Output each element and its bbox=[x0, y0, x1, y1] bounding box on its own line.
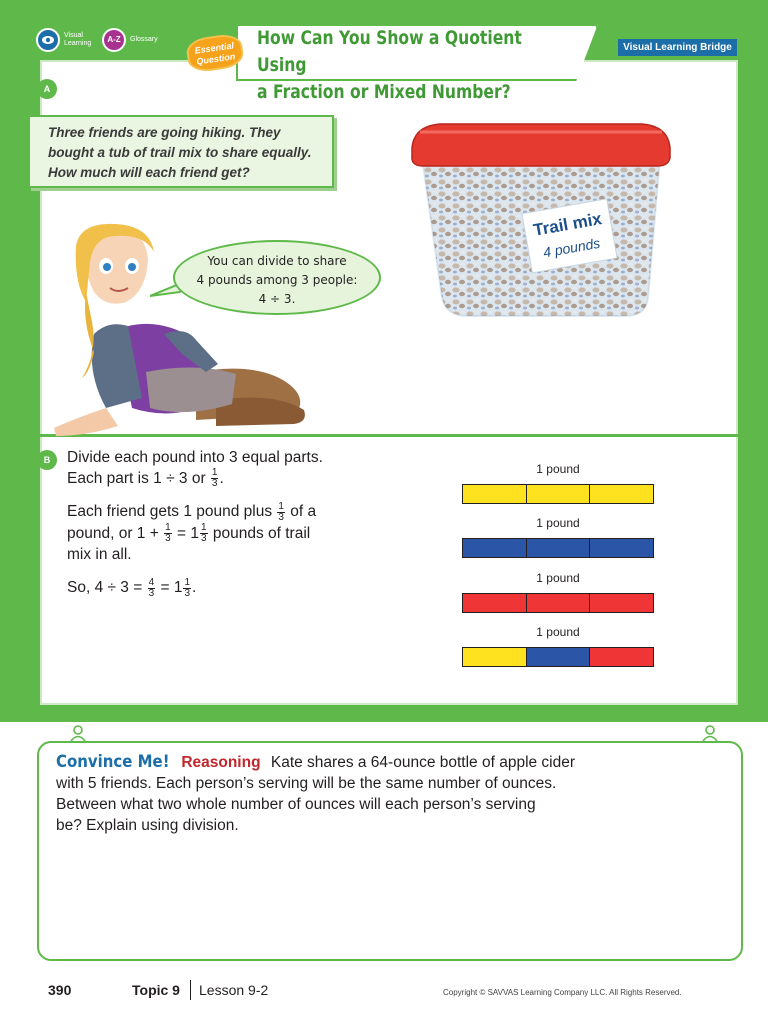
fraction-one-third: $\frac{1}{3}$ bbox=[165, 522, 171, 545]
fraction-bar bbox=[462, 538, 654, 558]
bar-part bbox=[527, 594, 591, 612]
convince-text-4: be? Explain using division. bbox=[56, 817, 239, 834]
lesson-label: Lesson 9-2 bbox=[199, 982, 269, 998]
bubble-line-2: 4 pounds among 3 people: bbox=[196, 273, 358, 287]
glossary-label: Glossary bbox=[130, 36, 158, 43]
bar-part bbox=[590, 648, 653, 666]
eye-icon bbox=[36, 28, 60, 52]
trail-mix-tub-image bbox=[410, 118, 672, 323]
bar-part bbox=[463, 539, 527, 557]
visual-learning-link[interactable] bbox=[36, 28, 94, 52]
section-a-tag: A bbox=[37, 79, 57, 99]
convince-me-title: Convince Me! bbox=[56, 752, 170, 772]
fraction-bar bbox=[462, 484, 654, 504]
fraction-four-thirds: $\frac{4}{3}$ bbox=[148, 576, 155, 599]
bar-part bbox=[463, 594, 527, 612]
p1-line-1: Divide each pound into 3 equal parts. bbox=[67, 449, 323, 466]
pound-bar-4 bbox=[462, 625, 654, 667]
girl-character-image bbox=[46, 222, 314, 440]
paragraph-1: Divide each pound into 3 equal parts. Each part is 1 ÷ 3 or $\frac{1}{3}$ . bbox=[67, 449, 323, 490]
problem-statement: Three friends are going hiking. They bought a tub of trail mix to share equally. How much will each friend get? bbox=[28, 115, 334, 188]
p2-text-d: = 1 bbox=[176, 524, 199, 542]
p2-text-b: of a bbox=[290, 503, 317, 521]
copyright-notice: Copyright © SAVVAS Learning Company LLC. All Rights Reserved. bbox=[443, 988, 682, 997]
bubble-line-1: You can divide to share bbox=[207, 254, 347, 268]
convince-text-2: with 5 friends. Each person’s serving will be the same number of ounces. bbox=[56, 775, 557, 792]
essential-question-title bbox=[257, 25, 528, 106]
glossary-icon: A-Z bbox=[102, 28, 126, 52]
bar-part bbox=[527, 485, 591, 503]
question-line-2: a Fraction or Mixed Number? bbox=[257, 81, 511, 103]
section-b-tag: B bbox=[37, 450, 57, 470]
fraction-one-third: $\frac{1}{3}$ bbox=[278, 500, 284, 523]
topic-label: Topic 9 bbox=[132, 982, 180, 998]
tub-label-line-1: Trail mix bbox=[531, 209, 604, 240]
p2-text-e: pounds of trail bbox=[212, 524, 311, 542]
collaboration-icon bbox=[702, 724, 718, 742]
footer-separator bbox=[190, 980, 191, 1000]
bubble-line-3: 4 ÷ 3. bbox=[258, 292, 296, 306]
bar-label: 1 pound bbox=[536, 571, 580, 585]
bar-part bbox=[590, 539, 653, 557]
section-b-explanation bbox=[67, 447, 367, 611]
fraction-bar bbox=[462, 593, 654, 613]
p3-text-a: So, 4 ÷ 3 = bbox=[67, 579, 143, 597]
glossary-link[interactable] bbox=[102, 28, 160, 52]
fraction-one-third: $\frac{1}{3}$ bbox=[184, 576, 191, 599]
bar-part bbox=[463, 648, 527, 666]
bar-label: 1 pound bbox=[536, 462, 580, 476]
collaboration-icon bbox=[70, 724, 86, 742]
tub-label-line-2: 4 pounds bbox=[541, 234, 602, 261]
pound-bar-1 bbox=[462, 462, 654, 504]
visual-learning-label: Visual Learning bbox=[64, 32, 92, 47]
convince-text-1: Kate shares a 64-ounce bottle of apple cider bbox=[270, 754, 576, 771]
fraction-bar bbox=[462, 647, 654, 667]
convince-me-text bbox=[56, 752, 596, 836]
essential-question-badge: Essential Question bbox=[185, 32, 245, 73]
reasoning-label: Reasoning bbox=[181, 754, 261, 771]
paragraph-2 bbox=[67, 501, 367, 565]
bar-part bbox=[463, 485, 527, 503]
fraction-one-third: $\frac{1}{3}$ bbox=[211, 467, 218, 490]
convince-text-3: Between what two whole number of ounces will each person’s serving bbox=[56, 796, 536, 813]
bar-part bbox=[527, 648, 591, 666]
bar-part bbox=[527, 539, 591, 557]
p2-text-f: mix in all. bbox=[67, 546, 132, 564]
p2-text-a: Each friend gets 1 pound plus bbox=[67, 503, 273, 521]
p2-text-c: pound, or 1 + bbox=[67, 524, 159, 542]
question-line-1: How Can You Show a Quotient Using bbox=[257, 27, 522, 76]
p1-line-2: Each part is 1 ÷ 3 or bbox=[67, 470, 206, 487]
bar-label: 1 pound bbox=[536, 625, 580, 639]
page-number: 390 bbox=[48, 982, 72, 998]
pound-bar-2 bbox=[462, 516, 654, 558]
bar-part bbox=[590, 485, 653, 503]
bar-label: 1 pound bbox=[536, 516, 580, 530]
pound-bar-3 bbox=[462, 571, 654, 613]
paragraph-3: So, 4 ÷ 3 = $\frac{4}{3}$ = 1 $\frac{1}{3}$ . bbox=[67, 576, 197, 599]
p3-text-b: = 1 bbox=[160, 579, 183, 597]
visual-learning-bridge-tag: Visual Learning Bridge bbox=[618, 39, 737, 56]
bar-part bbox=[590, 594, 653, 612]
fraction-one-third: $\frac{1}{3}$ bbox=[200, 522, 207, 545]
